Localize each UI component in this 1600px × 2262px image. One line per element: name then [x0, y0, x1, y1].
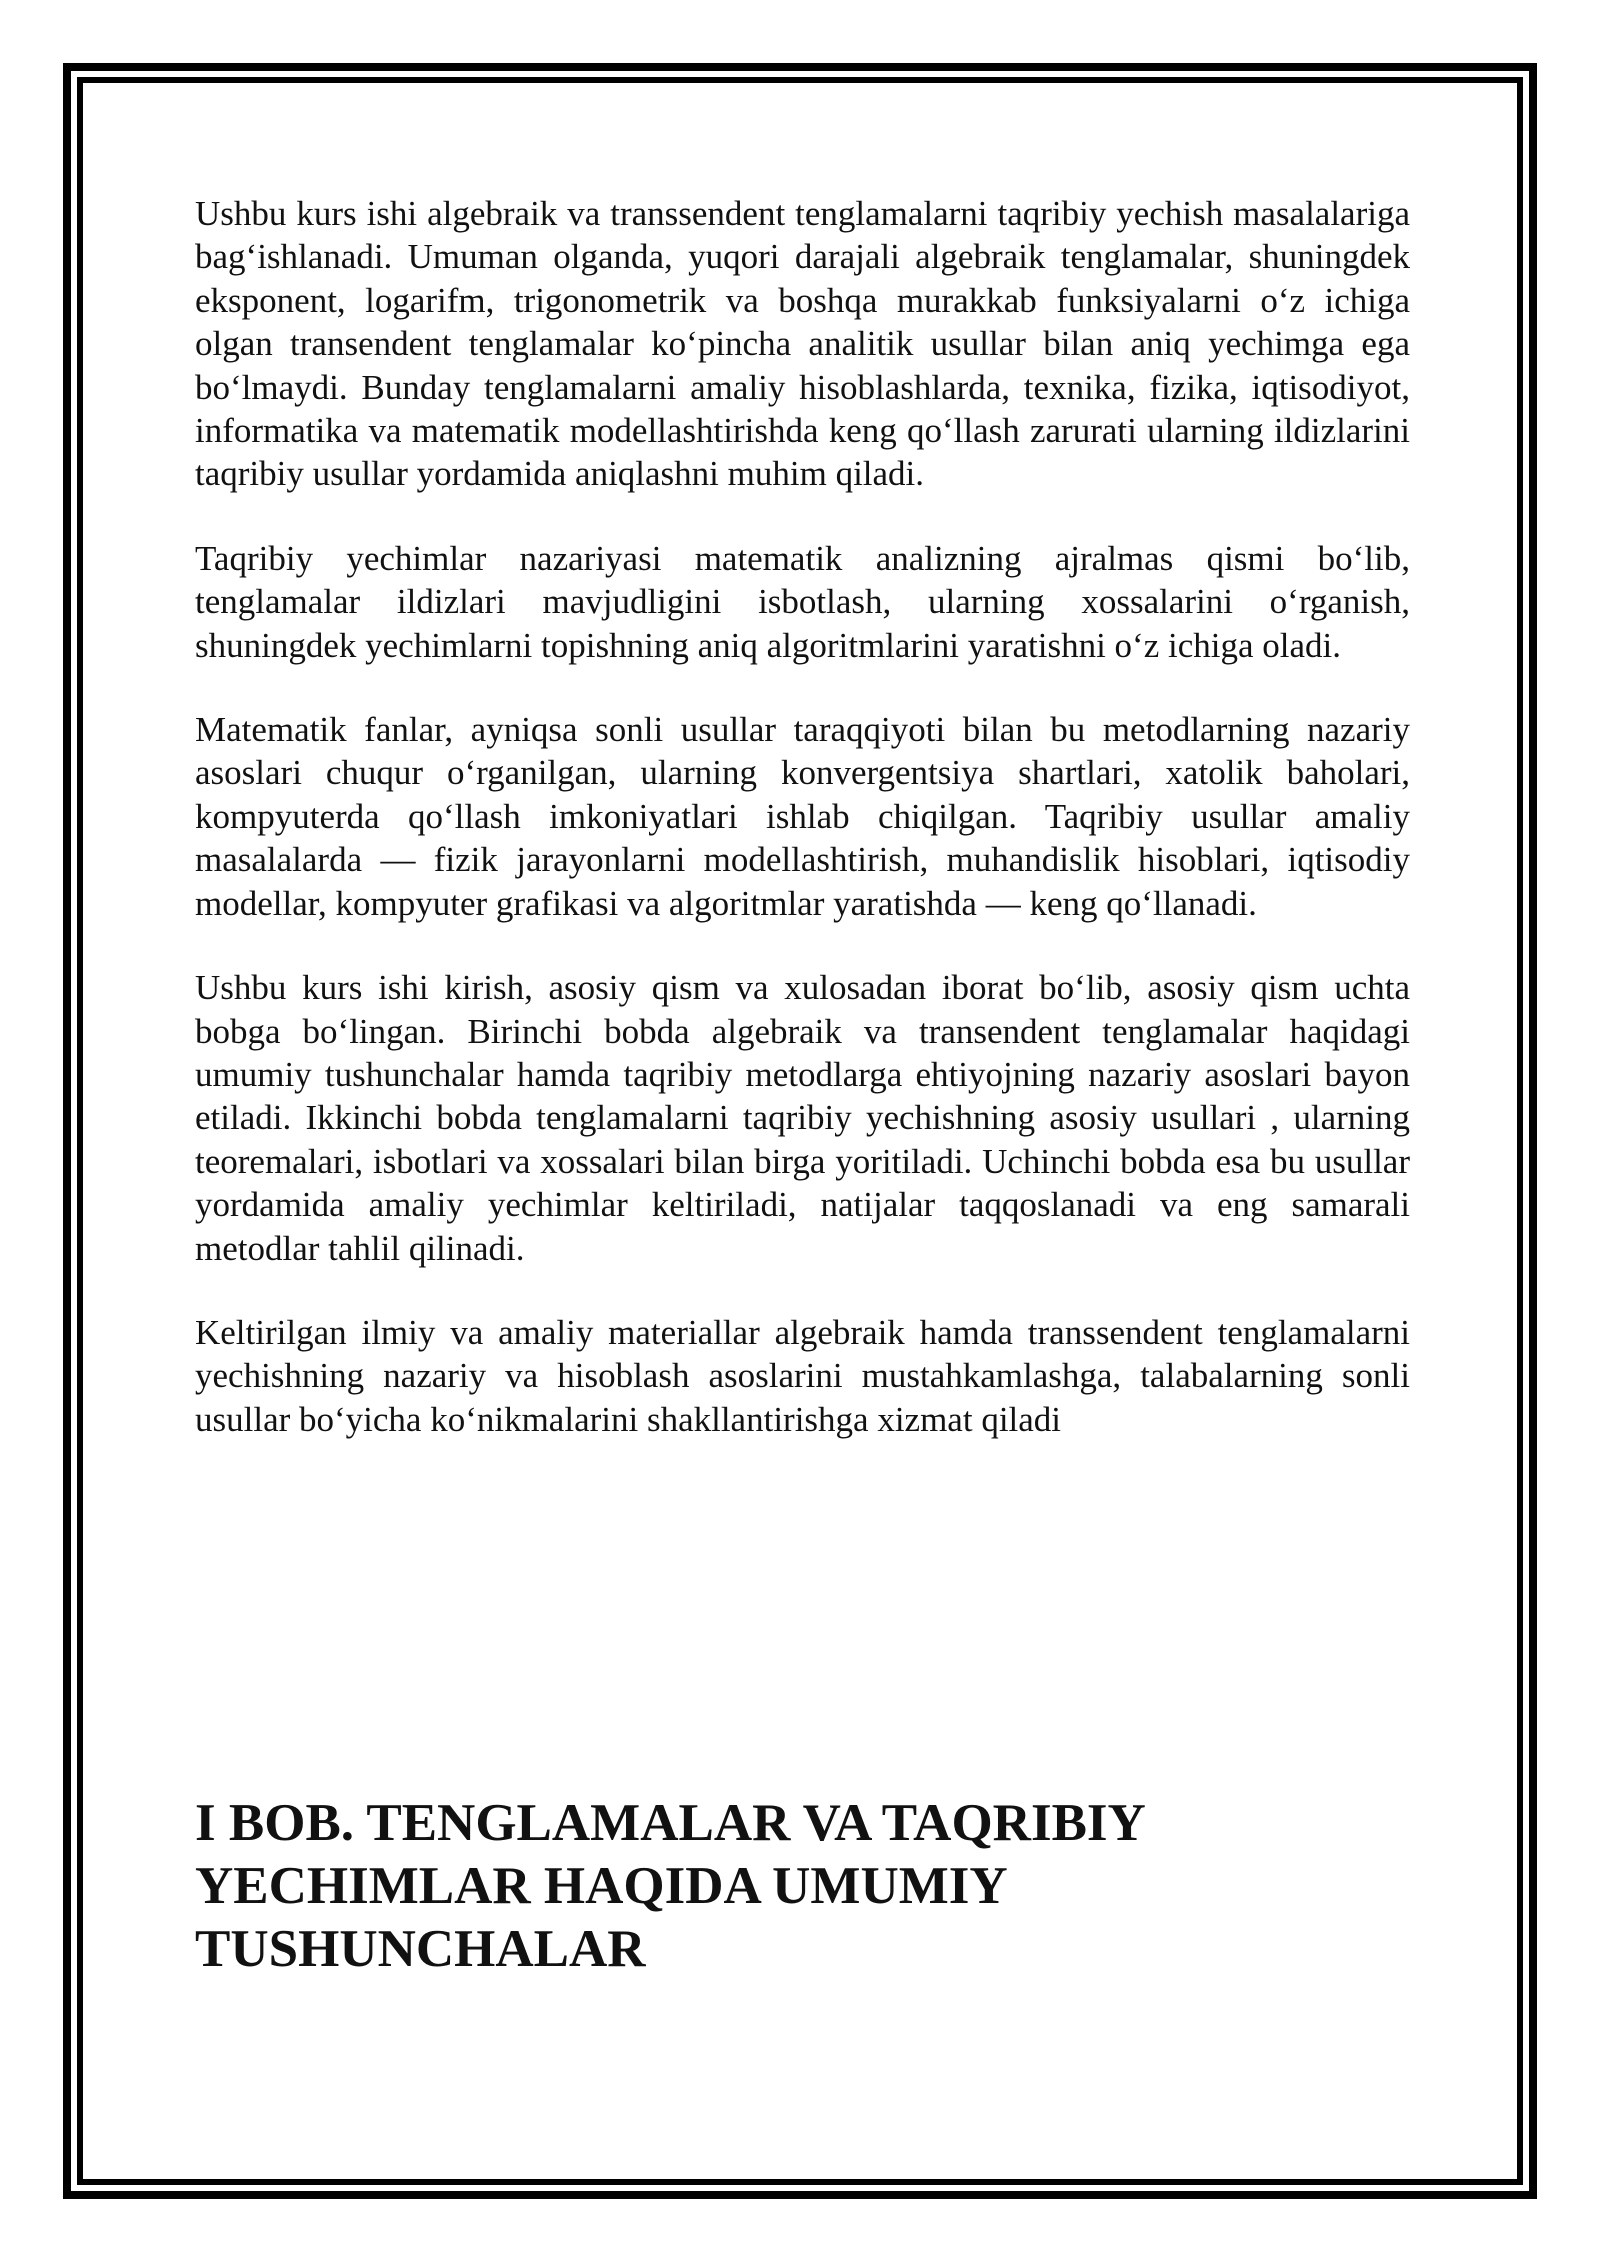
chapter-heading: I BOB. TENGLAMALAR VA TAQRIBIY YECHIMLAR HAQIDA UMUMIY TUSHUNCHALAR — [195, 1794, 1144, 1978]
paragraph-structure: Ushbu kurs ishi kirish, asosiy qism va xulosadan iborat bo‘lib, asosiy qism uchta bobga bo‘lingan. Birinchi bobda algebraik va transendent tenglamalar haqidagi umumiy tushunchalar hamda taqribiy metodlarga ehtiyojning nazariy asoslari bayon etiladi. Ikkinchi bobda tenglamalarni taqribiy yechishning asosiy usullari , ularning teoremalari, isbotlari va xossalari bilan birga yoritiladi. Uchinchi bobda esa bu usullar yordamida amaliy yechimlar keltiriladi, natijalar taqqoslanadi va eng samarali metodlar tahlil qilinadi. — [195, 968, 1410, 1268]
document-body — [195, 192, 1410, 1482]
paragraph-methods: Matematik fanlar, ayniqsa sonli usullar taraqqiyoti bilan bu metodlarning nazariy asoslari chuqur o‘rganilgan, ularning konvergentsiya shartlari, xatolik baholari, kompyuterda qo‘llash imkoniyatlari ishlab chiqilgan. Taqribiy usullar amaliy masalalarda — fizik jarayonlarni modellashtirish, muhandislik hisoblari, iqtisodiy modellar, kompyuter grafikasi va algoritmlar yaratishda — keng qo‘llanadi. — [195, 710, 1410, 923]
paragraph-theory: Taqribiy yechimlar nazariyasi matematik analizning ajralmas qismi bo‘lib, tenglamalar ildizlari mavjudligini isbotlash, ularning xossalarini o‘rganish, shuningdek yechimlarni topishning aniq algoritmlarini yaratishni o‘z ichiga oladi. — [195, 538, 1410, 665]
paragraph-conclusion: Keltirilgan ilmiy va amaliy materiallar algebraik hamda transsendent tenglamalarni yechishning nazariy va hisoblash asoslarini mustahkamlashga, talabalarning sonli usullar bo‘yicha ko‘nikmalarini shakllantirishga xizmat qiladi — [195, 1312, 1410, 1439]
paragraph-intro: Ushbu kurs ishi algebraik va transsendent tenglamalarni taqribiy yechish masalalariga bag‘ishlanadi. Umuman olganda, yuqori darajali algebraik tenglamalar, shuningdek eksponent, logarifm, trigonometrik va boshqa murakkab funksiyalarni o‘z ichiga olgan transendent tenglamalar ko‘pincha analitik usullar bilan aniq yechimga ega bo‘lmaydi. Bunday tenglamalarni amaliy hisoblashlarda, texnika, fizika, iqtisodiyot, informatika va matematik modellashtirishda keng qo‘llash zarurati ularning ildizlarini taqribiy usullar yordamida aniqlashni muhim qiladi. — [195, 194, 1410, 494]
